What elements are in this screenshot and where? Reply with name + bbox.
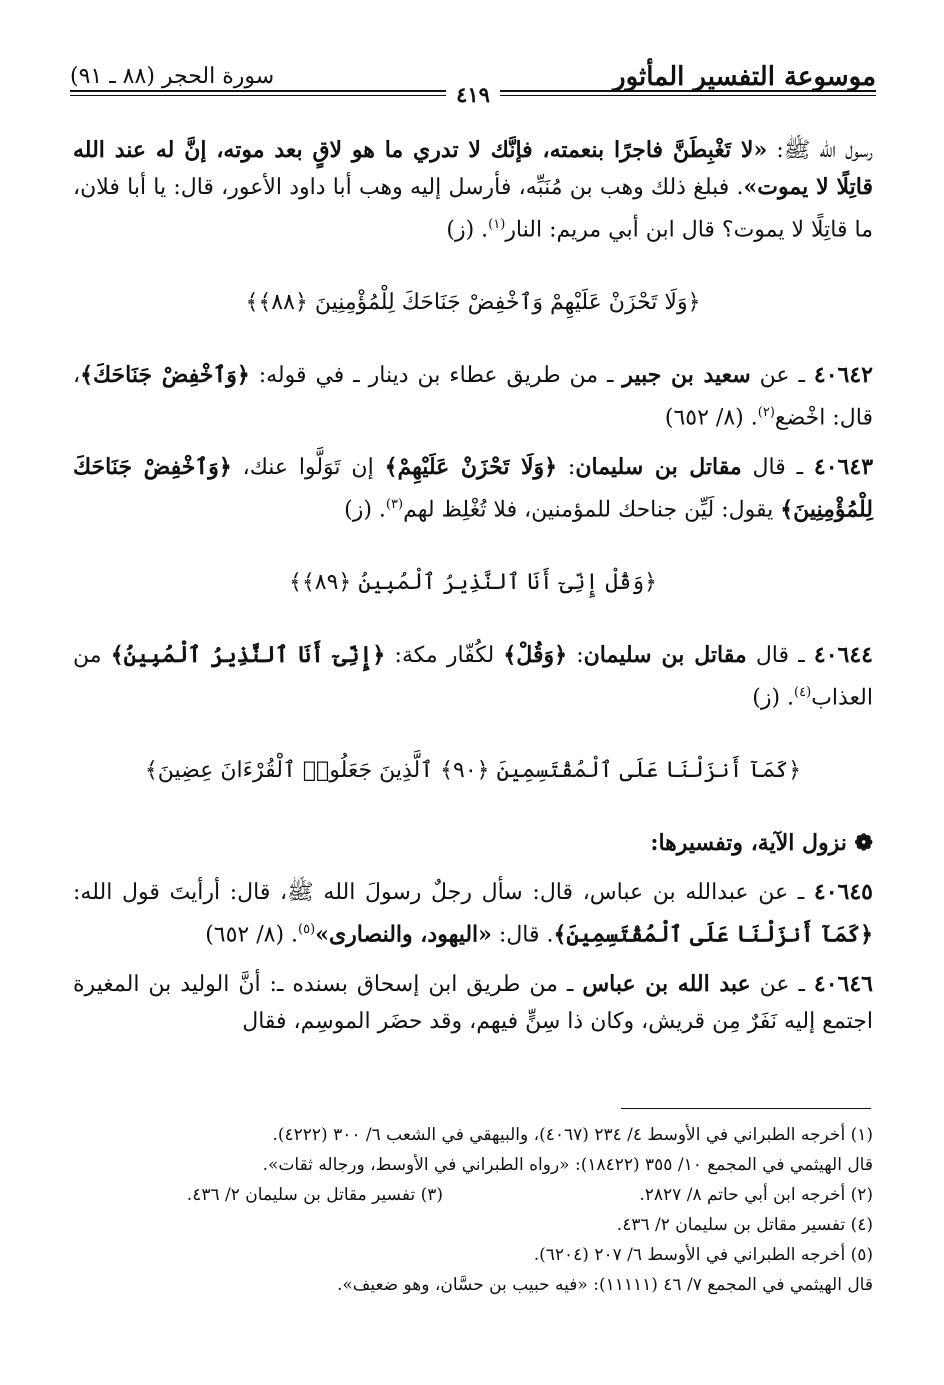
quran-quote: ﴿وَلَا تَحْزَنْ عَلَيْهِمْ﴾ — [384, 453, 558, 480]
page-number: ٤١٩ — [446, 82, 500, 107]
entry-40644: ٤٠٦٤٤ ـ قال مقاتل بن سليمان: ﴿وَقُلْ﴾ لكُفّار مكة: ﴿إِنِّىٓ أَنَا ٱلنَّذِيرُ ٱلْمُبِينُ﴾ من العذاب$^{(٤)}$. (ز) — [73, 641, 873, 711]
footnote-2: (٢) أخرجه ابن أبي حاتم ٨/ ٢٨٢٧. — [639, 1185, 873, 1205]
book-title: موسوعة التفسير المأثور — [613, 62, 876, 92]
footnote-4: (٤) تفسير مقاتل بن سليمان ٢/ ٤٣٦. — [616, 1215, 873, 1235]
footnote-ref: (٣) — [385, 496, 404, 512]
footnote-3: (٣) تفسير مقاتل بن سليمان ٢/ ٤٣٦. — [186, 1185, 443, 1205]
entry-40643: ٤٠٦٤٣ ـ قال مقاتل بن سليمان: ﴿وَلَا تَحْزَنْ عَلَيْهِمْ﴾ إن تَوَلَّوا عنك، ﴿وَٱخْفِضْ جَنَاحَكَ لِلْمُؤْمِنِينَ﴾ يقول: لَيِّن جناحك للمؤمنين، فلا تُغْلِظ لهم$^{(٣)}$. (ز) — [73, 453, 874, 522]
entry-40645: ٤٠٦٤٥ ـ عن عبدالله بن عباس، قال: سأل رجلٌ رسولَ الله ﷺ، قال: أرأيتَ قول الله: ﴿كَمَآ أَنزَلْنَا عَلَى ٱلْمُقْتَسِمِينَ﴾. قال: «اليهود، والنصارى»$^{(٥)}$. (٨/ ٦٥٢) — [73, 879, 873, 948]
footnote-2-3-row — [73, 1180, 873, 1210]
narrator: عبد الله بن عباس — [582, 970, 751, 997]
footnote-ref: (١) — [488, 217, 506, 232]
entry-number: ٤٠٦٤٦ — [813, 970, 873, 997]
narrator: سعيد بن جبير — [622, 362, 751, 389]
entry-number: ٤٠٦٤٤ — [813, 641, 873, 668]
footnotes — [73, 1120, 873, 1300]
entry-number: ٤٠٦٤٣ — [813, 453, 874, 480]
main-text — [73, 132, 873, 1040]
section-heading: ❁ نزول الآية، وتفسيرها: — [650, 830, 873, 857]
entry-40642: ٤٠٦٤٢ ـ عن سعيد بن جبير ـ من طريق عطاء بن دينار ـ في قوله: ﴿وَٱخْفِضْ جَنَاحَكَ﴾، قال: اخْضع$^{(٢)}$. (٨/ ٦٥٢) — [73, 362, 873, 431]
footnote-5-note: قال الهيثمي في المجمع ٧/ ٤٦ (١١١١١): «فيه حبيب بن حسَّان، وهو ضعيف». — [336, 1275, 873, 1295]
footnote-ref: (٤) — [794, 684, 812, 700]
ayah-90-91: ﴿كَمَآ أَنزَلْنَا عَلَى ٱلْمُقْتَسِمِينَ ﴿٩٠﴾ ٱلَّذِينَ جَعَلُوا۟ ٱلْقُرْءَانَ عِضِينَ﴾ — [144, 758, 802, 784]
running-header — [70, 62, 876, 107]
entry-number: ٤٠٦٤٥ — [813, 879, 873, 906]
narrator: مقاتل بن سليمان — [583, 641, 747, 668]
quran-quote: ﴿وَٱخْفِضْ جَنَاحَكَ لِلْمُؤْمِنِينَ﴾ — [73, 453, 873, 522]
quran-quote: ﴿وَٱخْفِضْ جَنَاحَكَ﴾ — [80, 362, 250, 389]
footnote-1-note: قال الهيثمي في المجمع ١٠/ ٣٥٥ (١٨٤٢٢): «رواه الطبراني في الأوسط، ورجاله ثقات». — [262, 1155, 873, 1175]
hadith-quote: «لا تَغْبِطَنَّ فاجرًا بنعمته، فإنَّك لا تدري ما هو لاقٍ بعد موته، إنَّ له عند الله قاتِلًا لا يموت» — [73, 137, 873, 200]
quran-quote: ﴿وَقُلْ﴾ — [503, 641, 567, 668]
ayah-88: ﴿وَلَا تَحْزَنْ عَلَيْهِمْ وَٱخْفِضْ جَنَاحَكَ لِلْمُؤْمِنِينَ ﴿٨٨﴾﴾ — [245, 290, 701, 316]
quran-quote: ﴿إِنِّىٓ أَنَا ٱلنَّذِيرُ ٱلْمُبِينُ﴾ — [110, 641, 386, 668]
paragraph-continuation: رسول الله ﷺ: «لا تَغْبِطَنَّ فاجرًا بنعمته، فإنَّك لا تدري ما هو لاقٍ بعد موته، إنَّ له عند الله قاتِلًا لا يموت». فبلغ ذلك وهب بن مُنَبِّه، فأرسل إليه وهب أبا داود الأعور، قال: يا أبا فلان، ما قاتِلًا لا يموت؟ قال ابن أبي مريم: النار$^{(١)}$. (ز) — [73, 137, 873, 243]
narrator: مقاتل بن سليمان — [575, 453, 742, 480]
footnote-ref: (٢) — [757, 405, 775, 421]
entry-number: ٤٠٦٤٢ — [813, 362, 873, 389]
surah-range: سورة الحجر (٨٨ ـ ٩١) — [70, 64, 275, 89]
footnote-1: (١) أخرجه الطبراني في الأوسط ٤/ ٢٣٤ (٤٠٦٧)، والبيهقي في الشعب ٦/ ٣٠٠ (٤٢٢٢). — [272, 1125, 873, 1145]
footnote-ref: (٥) — [298, 922, 316, 938]
quran-quote: ﴿كَمَآ أَنزَلْنَا عَلَى ٱلْمُقْتَسِمِينَ﴾ — [553, 921, 873, 948]
entry-40646: ٤٠٦٤٦ ـ عن عبد الله بن عباس ـ من طريق ابن إسحاق بسنده ـ: أنَّ الوليد بن المغيرة اجتمع إليه نَفَرٌ مِن قريش، وكان ذا سِنٍّ فيهم، وقد حضَر الموسِم، فقال — [73, 970, 873, 1034]
footnote-separator — [621, 1108, 871, 1109]
hadith-quote: «اليهود، والنصارى» — [315, 921, 492, 948]
ayah-89: ﴿وَقُلْ إِنِّىٓ أَنَا ٱلنَّذِيرُ ٱلْمُبِينُ ﴿٨٩﴾﴾ — [289, 569, 657, 595]
footnote-5: (٥) أخرجه الطبراني في الأوسط ٦/ ٢٠٧ (٦٢٠٤). — [533, 1245, 873, 1265]
